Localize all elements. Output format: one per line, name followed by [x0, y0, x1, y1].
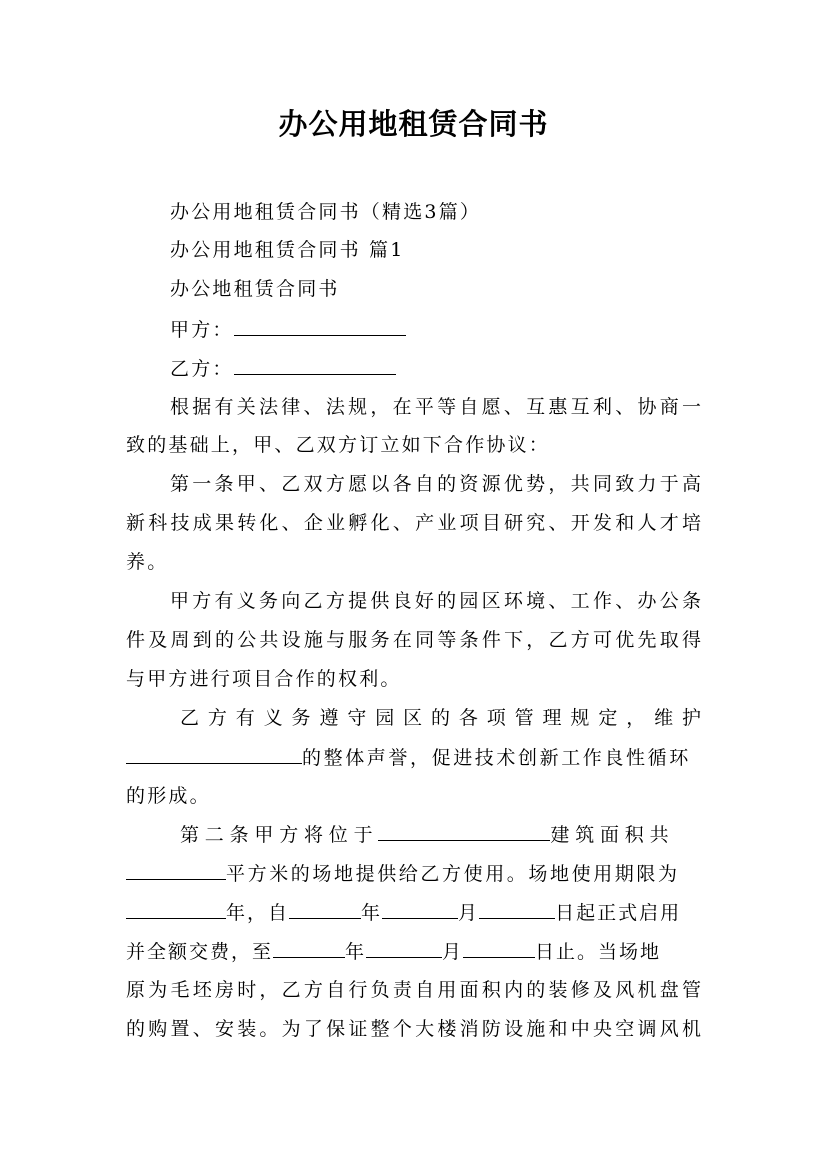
org-name-blank — [126, 745, 302, 764]
document-title: 办公用地租赁合同书 — [278, 107, 549, 141]
intro-line-1: 根据有关法律、法规，在平等自愿、互惠互利、协商一 — [170, 396, 701, 418]
from-label: 自 — [268, 902, 290, 924]
end-day-blank — [463, 939, 535, 958]
subtitle: 办公用地租赁合同书（精选3篇） — [170, 201, 482, 223]
start-month-blank — [382, 900, 458, 919]
start-day-blank — [479, 900, 555, 919]
start-year-blank — [289, 900, 361, 919]
article2-line-5: 原为毛坯房时，乙方自行负责自用面积内的装修及风机盘管 — [126, 979, 701, 1001]
end-month-blank — [366, 939, 442, 958]
party-a-line — [170, 317, 701, 342]
party-b-label: 乙方： — [170, 358, 234, 380]
start-day-text: 日起正式启用 — [555, 902, 682, 924]
article2-text-area: 平方米的场地提供给乙方使用。场地使用期限为 — [226, 863, 680, 885]
party-a-blank — [234, 317, 406, 336]
end-year-label: 年 — [345, 941, 367, 963]
article2-line-3 — [126, 900, 701, 925]
article1-line-2: 新科技成果转化、企业孵化、产业项目研究、开发和人才培 — [126, 512, 701, 534]
article2-text-a: 第二条甲方将位于 — [180, 824, 379, 846]
party-b-duty-text: 的整体声誉，促进技术创新工作良性循环 — [302, 747, 691, 769]
article2-line-6: 的购置、安装。为了保证整个大楼消防设施和中央空调风机 — [126, 1018, 701, 1040]
article1-line-3: 养。 — [126, 551, 169, 573]
party-b-duty-line-1: 乙方有义务遵守园区的各项管理规定，维护 — [180, 707, 701, 729]
until-text: 并全额交费，至 — [126, 941, 274, 963]
end-day-text: 日止。当场地 — [535, 941, 662, 963]
article2-line-2 — [126, 861, 701, 886]
location-blank — [378, 822, 550, 841]
intro-line-2: 致的基础上，甲、乙双方订立如下合作协议： — [126, 434, 551, 456]
end-month-label: 月 — [442, 941, 464, 963]
article2-text-b: 建筑面积共 — [550, 824, 675, 846]
term-years-blank — [126, 900, 226, 919]
party-b-blank — [234, 356, 396, 375]
contract-name: 办公地租赁合同书 — [170, 278, 340, 300]
start-month-label: 月 — [458, 902, 480, 924]
party-b-duty-line-2 — [126, 745, 701, 770]
section-heading: 办公用地租赁合同书 篇1 — [170, 239, 405, 261]
article1-line-1: 第一条甲、乙双方愿以各自的资源优势，共同致力于高 — [170, 473, 701, 495]
party-a-duty-line-1: 甲方有义务向乙方提供良好的园区环境、工作、办公条 — [170, 590, 701, 612]
party-a-duty-line-3: 与甲方进行项目合作的权利。 — [126, 668, 402, 690]
party-b-duty-line-3: 的形成。 — [126, 785, 211, 807]
years-label: 年， — [226, 902, 269, 924]
end-year-blank — [273, 939, 345, 958]
area-blank — [126, 861, 226, 880]
party-a-duty-line-2: 件及周到的公共设施与服务在同等条件下，乙方可优先取得 — [126, 629, 701, 651]
party-b-line — [170, 356, 701, 381]
article2-line-1 — [180, 822, 701, 847]
start-year-label: 年 — [361, 902, 383, 924]
party-a-label: 甲方： — [170, 319, 234, 341]
article2-line-4 — [126, 939, 701, 964]
